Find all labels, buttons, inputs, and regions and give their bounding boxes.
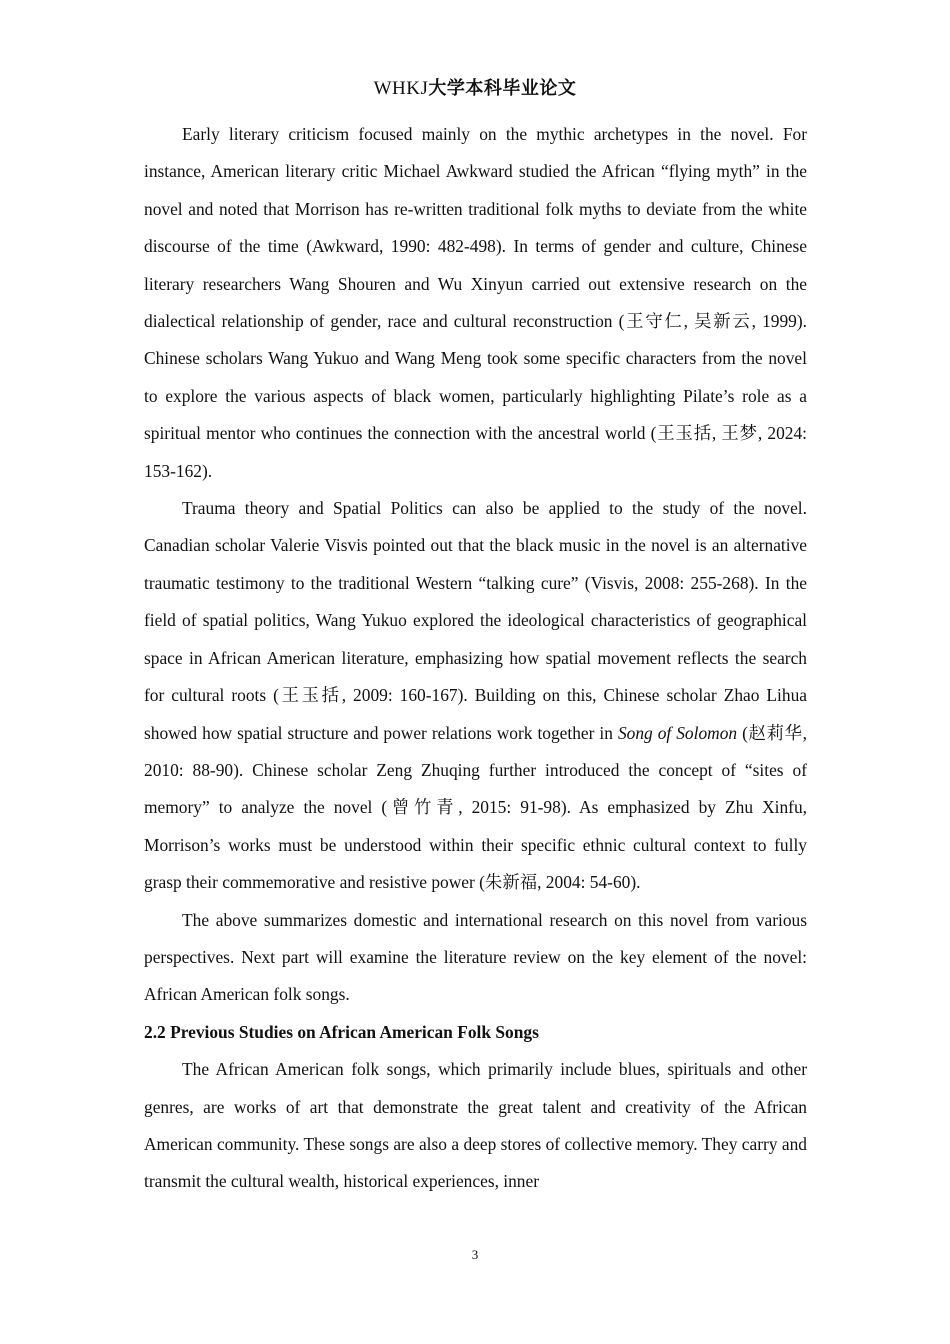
header-title-han: 大学本科毕业论文 [428,78,577,99]
paragraph-text-part: Trauma theory and Spatial Politics can also be applied to the study of the novel. Canadian scholar Valerie Visvis pointed out that the black music in the novel is an alternative traumatic testimony to the traditional Western “talking cure” (Visvis, 2008: 255-268). In the field of spatial politics, Wang Yukuo explored the ideological characteristics of geographical space in African American literature, emphasizing how spatial movement reflects the search for cultural roots (王玉括, 2009: 160-167). Building on this, Chinese scholar Zhao Lihua showed how spatial structure and power relations work together in [144,498,807,743]
paragraph-literary-criticism: Early literary criticism focused mainly on the mythic archetypes in the novel. For instance, American literary critic Michael Awkward studied the African “flying myth” in the novel and noted that Morrison has re-written traditional folk myths to deviate from the white discourse of the time (Awkward, 1990: 482-498). In terms of gender and culture, Chinese literary researchers Wang Shouren and Wu Xinyun carried out extensive research on the dialectical relationship of gender, race and cultural reconstruction (王守仁, 吴新云, 1999). Chinese scholars Wang Yukuo and Wang Meng took some specific characters from the novel to explore the various aspects of black women, particularly highlighting Pilate’s role as a spiritual mentor who continues the connection with the ancestral world (王玉括, 王梦, 2024: 153-162). [144,124,807,481]
header-title-latin: WHKJ [373,78,429,99]
page-number: 3 [471,1247,479,1262]
section-heading: 2.2 Previous Studies on African American Folk Songs [144,1021,539,1042]
paragraph-text-part: (赵莉华, 2010: 88-90). Chinese scholar Zeng Zhuqing further introduced the concept of “sites of memory” to analyze the novel (曾竹青, 2015: 91-98). As emphasized by Zhu Xinfu, Morrison’s works must be understood within their specific ethnic cultural context to fully grasp their commemorative and resistive power (朱新福, 2004: 54-60). [144,722,807,893]
book-title-italic: Song of Solomon [617,722,738,743]
paragraph-summary: The above summarizes domestic and international research on this novel from various perspectives. Next part will examine the literature review on the key element of the novel: African American folk songs. [144,909,807,1005]
page-header [0,74,950,100]
paragraph-trauma-spatial [144,490,807,901]
document-body [144,116,807,1201]
paragraph-folk-songs: The African American folk songs, which primarily include blues, spirituals and other genres, are works of art that demonstrate the great talent and creativity of the African American community. These songs are also a deep stores of collective memory. They carry and transmit the cultural wealth, historical experiences, inner [144,1059,807,1192]
